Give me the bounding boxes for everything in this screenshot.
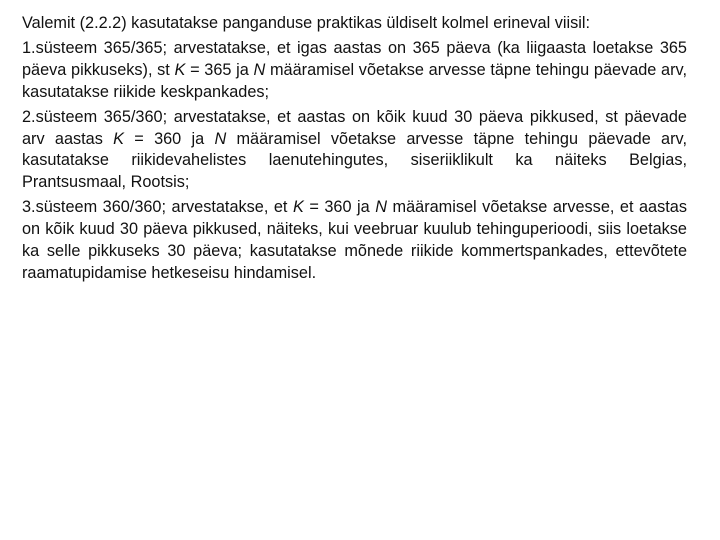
item-text: süsteem 365/365; arvestatakse, et igas aastas on 365 päeva (ka liigaasta loetakse 365 päeva pikkuseks), st [22,38,687,79]
variable-n: N [253,60,266,79]
variable-k: K [174,60,186,79]
item-text: määramisel võetakse arvesse, et aastas on kõik kuud 30 päeva pikkused, näiteks, kui veebruar kuulub tehinguperioodi, siis loetakse ka selle pikkuseks 30 päeva; kasutatakse mõnede riikide kommertspankades, ettevõtete raamatupidamise hetkeseisu hindamisel. [22,198,687,282]
list-item-1 [22,38,687,104]
item-text: = 365 ja [185,60,254,79]
item-number: 2. [22,107,36,126]
item-text: määramisel võetakse arvesse täpne tehingu päevade arv, kasutatakse riikidevahelistes laenutehingutes, siseriiklikult ka näiteks Belgias, Prantsusmaal, Rootsis; [22,129,687,192]
item-text: süsteem 365/360; arvestatakse, et aastas on kõik kuud 30 päeva pikkused, st päevade arv aastas [22,107,687,148]
list-item-3 [22,197,687,285]
intro-paragraph [22,13,687,35]
item-text: süsteem 360/360; arvestatakse, et [35,198,293,217]
item-number: 3. [22,198,36,217]
variable-n: N [214,129,227,148]
item-text: = 360 ja [124,129,215,148]
item-text: määramisel võetakse arvesse täpne tehingu päevade arv, kasutatakse riikide keskpankades; [22,60,687,101]
variable-n: N [375,198,388,217]
text-body [22,13,687,285]
variable-k: K [113,129,125,148]
item-number: 1. [22,38,36,57]
variable-k: K [292,198,304,217]
intro-text: Valemit (2.2.2) kasutatakse panganduse praktikas üldiselt kolmel erineval viisil: [22,14,591,32]
list-item-2 [22,107,687,195]
item-text: = 360 ja [303,198,376,217]
